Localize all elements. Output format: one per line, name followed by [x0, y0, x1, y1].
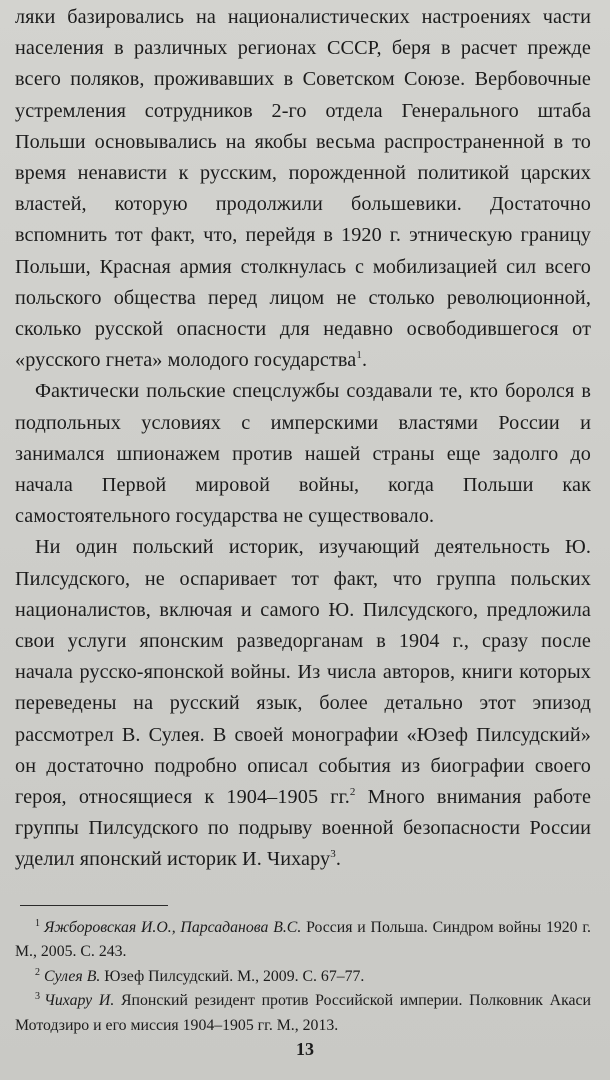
footnote-1	[15, 916, 591, 965]
footnote-3-mark: 3	[35, 991, 40, 1003]
footnote-2-mark: 2	[35, 966, 40, 978]
paragraph-2	[15, 376, 591, 532]
paragraph-3: Ни один польский историк, изучающий деятельность Ю. Пилсудского, не оспаривает тот факт, что группа польских националистов, включая и самого Ю. Пилсудского, предложила свои услуги японским разведорганам в 1904 г., сразу после начала русско-японской войны. Из числа авторов, книги которых переведены на русский язык, более детально этот эпизод рассмотрел В. Сулея. В своей монографии «Юзеф Пилсудский» он достаточно подробно описал события из биографии своего героя, относящиеся к 1904–1905 гг.$^2$ Много внимания работе группы Пилсудского по подрыву военной безопасности России уделил японский историк И. Чихару$^3$.	[15, 536, 592, 871]
page-number: 13	[296, 1039, 314, 1059]
footnote-divider	[20, 905, 168, 906]
footnote-1-author: Яжборовская И.О., Парсаданова В.С.	[44, 918, 302, 936]
footnote-2	[15, 965, 591, 990]
footnote-3	[15, 989, 591, 1038]
footnote-2-author: Сулея В.	[44, 967, 101, 985]
footnote-ref-2: 2	[349, 786, 356, 799]
footnote-3-text: Японский резидент против Российской империи. Полковник Акаси Мотодзиро и его миссия 1904–1905 гг. М., 2013.	[15, 992, 591, 1034]
footnote-ref-3: 3	[330, 848, 336, 861]
paragraph-1-text: ляки базировались на националистических настроениях части населения в различных регионах СССР, беря в расчет прежде всего поляков, проживавших в Советском Союзе. Вербовочные устремления сотрудников 2-го отдела Генерального штаба Польши основывались на якобы весьма распространенной в то время ненависти к русским, порожденной политикой царских властей, которую продолжили большевики. Достаточно вспомнить тот факт, что, перейдя в 1920 г. этническую границу Польши, Красная армия столкнулась с мобилизацией сил всего польского общества перед лицом не столько революционной, сколько русской опасности для недавно освободившегося от «русского гнета» молодого государства	[15, 6, 591, 372]
footnote-1-text: Россия и Польша. Синдром войны 1920 г. М., 2005. С. 243.	[15, 918, 591, 961]
footnote-ref-1: 1	[356, 349, 362, 362]
paragraph-2-text: Фактически польские спецслужбы создавали те, кто боролся в подпольных условиях с имперскими властями России и занимался шпионажем против нашей страны еще задолго до начала Первой мировой войны, когда Польши как самостоятельного государства не существовало.	[15, 380, 591, 528]
paragraph-1: ляки базировались на националистических настроениях части населения в различных регионах СССР, беря в расчет прежде всего поляков, проживавших в Советском Союзе. Вербовочные устремления сотрудников 2-го отдела Генерального штаба Польши основывались на якобы весьма распространенной в то время ненависти к русским, порожденной политикой царских властей, которую продолжили большевики. Достаточно вспомнить тот факт, что, перейдя в 1920 г. этническую границу Польши, Красная армия столкнулась с мобилизацией сил всего польского общества перед лицом не столько революционной, сколько русской опасности для недавно освободившегося от «русского гнета» молодого государства$^1$.	[15, 6, 591, 372]
footnote-1-mark: 1	[35, 917, 40, 929]
footnote-3-author: Чихару И.	[44, 992, 115, 1010]
footnote-2-text: Юзеф Пилсудский. М., 2009. С. 67–77.	[100, 967, 365, 985]
paragraph-3-text-before: Ни один польский историк, изучающий деятельность Ю. Пилсудского, не оспаривает тот факт, что группа польских националистов, включая и самого Ю. Пилсудского, предложила свои услуги японским разведорганам в 1904 г., сразу после начала русско-японской войны. Из числа авторов, книги которых переведены на русский язык, более детально этот эпизод рассмотрел В. Сулея. В своей монографии «Юзеф Пилсудский» он достаточно подробно описал события из биографии своего героя, относящиеся к 1904–1905 гг.	[15, 536, 591, 809]
paragraph-3-text-after: Много внимания работе группы Пилсудского по подрыву военной безопасности России уделил японский историк И. Чихару	[15, 786, 592, 871]
